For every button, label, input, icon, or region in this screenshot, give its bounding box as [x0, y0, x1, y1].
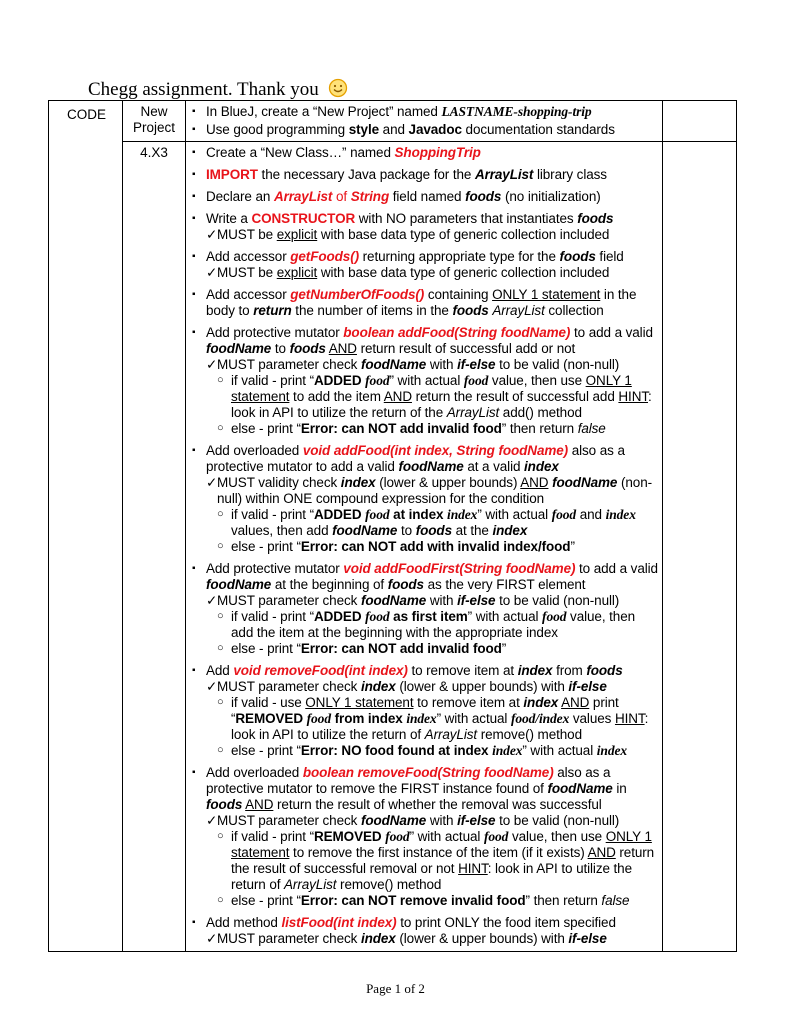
list-item: ▪ Create a “New Class…” named ShoppingTrip	[192, 145, 658, 161]
list-item: ▪ Declare an ArrayList of String field named foods (no initialization)	[192, 189, 658, 205]
code-cell	[49, 101, 123, 952]
list-item: ▪ Add protective mutator boolean addFood(String foodName) to add a valid foodName to foods AND return result of successful add or not ✓ MUST parameter check foodName with if-else to be valid (non-null) ○ if valid - print “ADDED food” with actual food value, then use ONLY 1 statement to add the item AND return the result of successful add HINT: look in API to utilize the return of the ArrayList add() method ○ else - print “Error: can NOT add invalid food” then return false	[192, 325, 658, 437]
page-number: Page 1 of 2	[366, 981, 425, 996]
section-label-new-project: New Project	[132, 104, 176, 135]
empty-cell	[663, 101, 737, 142]
list-item: ▪ Use good programming style and Javadoc documentation standards	[192, 122, 658, 138]
assignment-table	[48, 100, 737, 952]
content-cell-new-project	[186, 101, 663, 142]
list-item: ▪ Add protective mutator void addFoodFirst(String foodName) to add a valid foodName at the beginning of foods as the very FIRST element ✓ MUST parameter check foodName with if-else to be valid (non-null) ○ if valid - print “ADDED food as first item” with actual food value, then add the item at the beginning with the appropriate index ○ else - print “Error: can NOT add invalid food”	[192, 561, 658, 657]
section-cell-4x3	[123, 142, 186, 952]
list-item: ▪ Add overloaded void addFood(int index, String foodName) also as a protective mutator to add a valid foodName at a valid index ✓ MUST validity check index (lower & upper bounds) AND foodName (non-null) within ONE compound expression for the condition ○ if valid - print “ADDED food at index index” with actual food and index values, then add foodName to foods at the index ○ else - print “Error: can NOT add with invalid index/food”	[192, 443, 658, 555]
document-title	[88, 78, 348, 101]
section-label-4x3: 4.X3	[140, 145, 168, 160]
list-item: ▪ Add method listFood(int index) to print ONLY the food item specified ✓ MUST parameter check index (lower & upper bounds) with if-else	[192, 915, 658, 947]
list-item: ▪ IMPORT the necessary Java package for the ArrayList library class	[192, 167, 658, 183]
content-cell-4x3	[186, 142, 663, 952]
empty-cell	[663, 142, 737, 952]
smiley-icon	[328, 78, 348, 98]
section-cell-new-project	[123, 101, 186, 142]
list-item: ▪ Add accessor getNumberOfFoods() containing ONLY 1 statement in the body to return the number of items in the foods ArrayList collection	[192, 287, 658, 319]
list-item: ▪ Add void removeFood(int index) to remove item at index from foods ✓ MUST parameter check index (lower & upper bounds) with if-else ○ if valid - use ONLY 1 statement to remove item at index AND print “REMOVED food from index index” with actual food/index values HINT: look in API to utilize the return of ArrayList remove() method ○ else - print “Error: NO food found at index index” with actual index	[192, 663, 658, 759]
title-text: Chegg assignment. Thank you	[88, 79, 319, 100]
list-item: ▪ Write a CONSTRUCTOR with NO parameters that instantiates foods ✓ MUST be explicit with base data type of generic collection included	[192, 211, 658, 243]
list-item: ▪ Add accessor getFoods() returning appropriate type for the foods field ✓ MUST be explicit with base data type of generic collection included	[192, 249, 658, 281]
list-item: ▪ Add overloaded boolean removeFood(String foodName) also as a protective mutator to remove the FIRST instance found of foodName in foods AND return the result of whether the removal was successful ✓ MUST parameter check foodName with if-else to be valid (non-null) ○ if valid - print “REMOVED food” with actual food value, then use ONLY 1 statement to remove the first instance of the item (if it exists) AND return the result of successful removal or not HINT: look in API to utilize the return of ArrayList remove() method ○ else - print “Error: can NOT remove invalid food” then return false	[192, 765, 658, 909]
list-item: ▪ In BlueJ, create a “New Project” named LASTNAME-shopping-trip	[192, 104, 658, 120]
code-label: CODE	[67, 107, 107, 122]
